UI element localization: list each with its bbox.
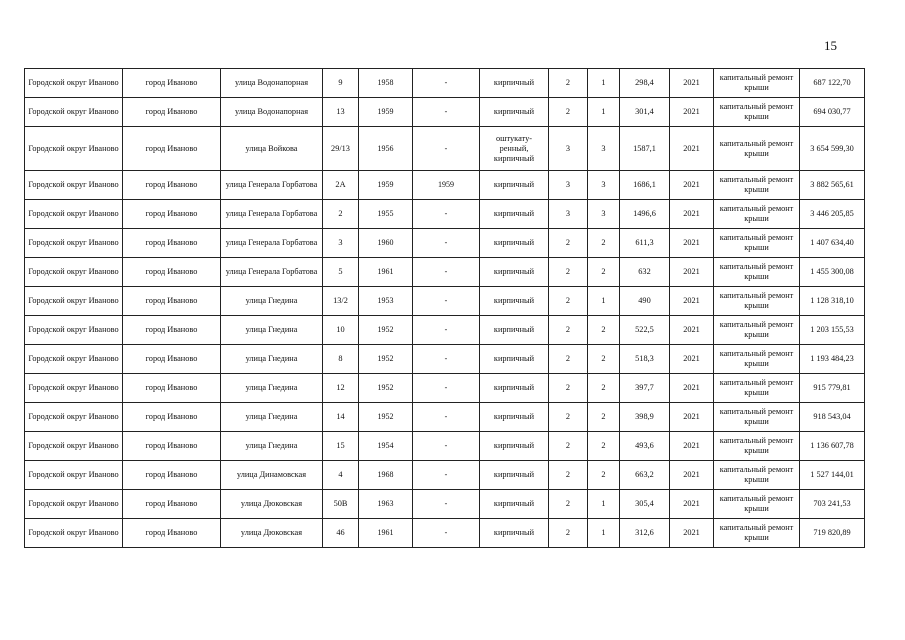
cell-build-year: 1961: [359, 519, 413, 548]
cell-wall-material: кирпичный: [480, 98, 549, 127]
cell-municipality: Городской округ Иваново: [25, 490, 123, 519]
cell-municipality: Городской округ Иваново: [25, 316, 123, 345]
cell-street: улица Генерала Горбатова: [221, 200, 323, 229]
cell-municipality: Городской округ Иваново: [25, 200, 123, 229]
table-row: [25, 229, 865, 258]
housing-registry-table: [24, 68, 865, 548]
cell-house-number: 9: [323, 69, 359, 98]
cell-area: 522,5: [620, 316, 670, 345]
cell-cost: 1 455 300,08: [800, 258, 865, 287]
cell-wall-material: оштукату-ренный, кирпичный: [480, 127, 549, 171]
table-row: [25, 316, 865, 345]
cell-cost: 3 654 599,30: [800, 127, 865, 171]
cell-repair-year: 2021: [670, 258, 714, 287]
cell-work-type: капитальный ремонт крыши: [714, 403, 800, 432]
cell-cost: 694 030,77: [800, 98, 865, 127]
cell-floors: 2: [549, 374, 588, 403]
cell-reconstruction-year: -: [413, 69, 480, 98]
cell-build-year: 1952: [359, 316, 413, 345]
cell-work-type: капитальный ремонт крыши: [714, 258, 800, 287]
cell-settlement: город Иваново: [123, 461, 221, 490]
cell-street: улица Дюковская: [221, 490, 323, 519]
cell-street: улица Гнедина: [221, 374, 323, 403]
cell-wall-material: кирпичный: [480, 287, 549, 316]
cell-settlement: город Иваново: [123, 345, 221, 374]
cell-cost: 703 241,53: [800, 490, 865, 519]
cell-street: улица Генерала Горбатова: [221, 229, 323, 258]
cell-street: улица Водонапорная: [221, 69, 323, 98]
cell-work-type: капитальный ремонт крыши: [714, 461, 800, 490]
cell-settlement: город Иваново: [123, 229, 221, 258]
table-row: [25, 403, 865, 432]
cell-repair-year: 2021: [670, 200, 714, 229]
cell-floors: 2: [549, 287, 588, 316]
cell-repair-year: 2021: [670, 403, 714, 432]
cell-reconstruction-year: -: [413, 98, 480, 127]
cell-street: улица Гнедина: [221, 432, 323, 461]
cell-build-year: 1953: [359, 287, 413, 316]
cell-work-type: капитальный ремонт крыши: [714, 287, 800, 316]
cell-street: улица Войкова: [221, 127, 323, 171]
cell-municipality: Городской округ Иваново: [25, 171, 123, 200]
page-number: 15: [824, 38, 837, 53]
cell-reconstruction-year: -: [413, 374, 480, 403]
cell-house-number: 2А: [323, 171, 359, 200]
cell-entrances: 2: [588, 461, 620, 490]
cell-build-year: 1959: [359, 98, 413, 127]
cell-house-number: 29/13: [323, 127, 359, 171]
cell-reconstruction-year: -: [413, 127, 480, 171]
cell-build-year: 1952: [359, 374, 413, 403]
cell-cost: 1 136 607,78: [800, 432, 865, 461]
cell-floors: 3: [549, 200, 588, 229]
cell-repair-year: 2021: [670, 287, 714, 316]
cell-repair-year: 2021: [670, 519, 714, 548]
table-row: [25, 345, 865, 374]
cell-house-number: 4: [323, 461, 359, 490]
cell-area: 1587,1: [620, 127, 670, 171]
cell-entrances: 3: [588, 200, 620, 229]
cell-entrances: 2: [588, 374, 620, 403]
cell-settlement: город Иваново: [123, 258, 221, 287]
cell-street: улица Динамовская: [221, 461, 323, 490]
cell-cost: 1 527 144,01: [800, 461, 865, 490]
cell-house-number: 3: [323, 229, 359, 258]
cell-work-type: капитальный ремонт крыши: [714, 98, 800, 127]
cell-reconstruction-year: -: [413, 200, 480, 229]
cell-cost: 915 779,81: [800, 374, 865, 403]
cell-repair-year: 2021: [670, 432, 714, 461]
cell-floors: 2: [549, 490, 588, 519]
cell-repair-year: 2021: [670, 345, 714, 374]
cell-work-type: капитальный ремонт крыши: [714, 345, 800, 374]
cell-wall-material: кирпичный: [480, 345, 549, 374]
cell-municipality: Городской округ Иваново: [25, 432, 123, 461]
table-row: [25, 374, 865, 403]
cell-street: улица Дюковская: [221, 519, 323, 548]
cell-reconstruction-year: -: [413, 287, 480, 316]
cell-area: 663,2: [620, 461, 670, 490]
cell-settlement: город Иваново: [123, 287, 221, 316]
cell-settlement: город Иваново: [123, 519, 221, 548]
cell-wall-material: кирпичный: [480, 229, 549, 258]
cell-build-year: 1963: [359, 490, 413, 519]
cell-settlement: город Иваново: [123, 127, 221, 171]
cell-repair-year: 2021: [670, 461, 714, 490]
cell-work-type: капитальный ремонт крыши: [714, 374, 800, 403]
cell-floors: 2: [549, 403, 588, 432]
table-row: [25, 432, 865, 461]
table-row: [25, 519, 865, 548]
cell-wall-material: кирпичный: [480, 171, 549, 200]
cell-house-number: 8: [323, 345, 359, 374]
cell-work-type: капитальный ремонт крыши: [714, 200, 800, 229]
cell-settlement: город Иваново: [123, 432, 221, 461]
cell-street: улица Гнедина: [221, 316, 323, 345]
cell-repair-year: 2021: [670, 98, 714, 127]
cell-wall-material: кирпичный: [480, 461, 549, 490]
cell-municipality: Городской округ Иваново: [25, 258, 123, 287]
cell-build-year: 1954: [359, 432, 413, 461]
cell-repair-year: 2021: [670, 374, 714, 403]
cell-build-year: 1960: [359, 229, 413, 258]
cell-house-number: 2: [323, 200, 359, 229]
cell-work-type: капитальный ремонт крыши: [714, 229, 800, 258]
table-row: [25, 461, 865, 490]
cell-reconstruction-year: -: [413, 345, 480, 374]
cell-municipality: Городской округ Иваново: [25, 229, 123, 258]
cell-build-year: 1958: [359, 69, 413, 98]
cell-cost: 1 407 634,40: [800, 229, 865, 258]
cell-cost: 918 543,04: [800, 403, 865, 432]
cell-municipality: Городской округ Иваново: [25, 519, 123, 548]
cell-reconstruction-year: -: [413, 519, 480, 548]
cell-house-number: 5: [323, 258, 359, 287]
table-body: [25, 69, 865, 548]
cell-work-type: капитальный ремонт крыши: [714, 127, 800, 171]
cell-area: 398,9: [620, 403, 670, 432]
cell-entrances: 2: [588, 345, 620, 374]
cell-reconstruction-year: -: [413, 490, 480, 519]
cell-wall-material: кирпичный: [480, 200, 549, 229]
cell-build-year: 1952: [359, 403, 413, 432]
cell-area: 518,3: [620, 345, 670, 374]
cell-repair-year: 2021: [670, 490, 714, 519]
cell-settlement: город Иваново: [123, 171, 221, 200]
cell-area: 305,4: [620, 490, 670, 519]
cell-area: 493,6: [620, 432, 670, 461]
cell-cost: 1 128 318,10: [800, 287, 865, 316]
cell-floors: 2: [549, 69, 588, 98]
cell-cost: 719 820,89: [800, 519, 865, 548]
cell-area: 397,7: [620, 374, 670, 403]
cell-house-number: 50В: [323, 490, 359, 519]
cell-house-number: 13/2: [323, 287, 359, 316]
cell-municipality: Городской округ Иваново: [25, 374, 123, 403]
cell-wall-material: кирпичный: [480, 69, 549, 98]
cell-floors: 3: [549, 171, 588, 200]
cell-municipality: Городской округ Иваново: [25, 287, 123, 316]
cell-street: улица Гнедина: [221, 287, 323, 316]
cell-entrances: 1: [588, 69, 620, 98]
cell-repair-year: 2021: [670, 171, 714, 200]
cell-area: 298,4: [620, 69, 670, 98]
cell-entrances: 1: [588, 490, 620, 519]
cell-street: улица Гнедина: [221, 403, 323, 432]
cell-floors: 2: [549, 461, 588, 490]
cell-build-year: 1955: [359, 200, 413, 229]
cell-house-number: 10: [323, 316, 359, 345]
cell-reconstruction-year: -: [413, 461, 480, 490]
cell-settlement: город Иваново: [123, 403, 221, 432]
cell-municipality: Городской округ Иваново: [25, 98, 123, 127]
cell-area: 490: [620, 287, 670, 316]
cell-floors: 2: [549, 98, 588, 127]
cell-area: 301,4: [620, 98, 670, 127]
cell-work-type: капитальный ремонт крыши: [714, 490, 800, 519]
cell-wall-material: кирпичный: [480, 316, 549, 345]
cell-work-type: капитальный ремонт крыши: [714, 432, 800, 461]
cell-floors: 2: [549, 258, 588, 287]
cell-work-type: капитальный ремонт крыши: [714, 171, 800, 200]
cell-street: улица Водонапорная: [221, 98, 323, 127]
cell-municipality: Городской округ Иваново: [25, 403, 123, 432]
cell-street: улица Гнедина: [221, 345, 323, 374]
cell-wall-material: кирпичный: [480, 258, 549, 287]
cell-build-year: 1952: [359, 345, 413, 374]
cell-cost: 687 122,70: [800, 69, 865, 98]
cell-cost: 3 882 565,61: [800, 171, 865, 200]
table-row: [25, 258, 865, 287]
cell-entrances: 3: [588, 171, 620, 200]
cell-repair-year: 2021: [670, 127, 714, 171]
table-row: [25, 287, 865, 316]
cell-municipality: Городской округ Иваново: [25, 345, 123, 374]
cell-municipality: Городской округ Иваново: [25, 127, 123, 171]
cell-entrances: 1: [588, 519, 620, 548]
cell-entrances: 2: [588, 316, 620, 345]
cell-reconstruction-year: -: [413, 229, 480, 258]
cell-house-number: 46: [323, 519, 359, 548]
cell-build-year: 1968: [359, 461, 413, 490]
cell-reconstruction-year: -: [413, 432, 480, 461]
cell-wall-material: кирпичный: [480, 374, 549, 403]
cell-reconstruction-year: -: [413, 258, 480, 287]
cell-area: 611,3: [620, 229, 670, 258]
table-row: [25, 171, 865, 200]
cell-area: 632: [620, 258, 670, 287]
cell-wall-material: кирпичный: [480, 519, 549, 548]
cell-house-number: 12: [323, 374, 359, 403]
cell-area: 1686,1: [620, 171, 670, 200]
cell-reconstruction-year: 1959: [413, 171, 480, 200]
cell-entrances: 2: [588, 403, 620, 432]
cell-floors: 2: [549, 229, 588, 258]
cell-cost: 3 446 205,85: [800, 200, 865, 229]
cell-area: 1496,6: [620, 200, 670, 229]
table-row: [25, 69, 865, 98]
cell-cost: 1 193 484,23: [800, 345, 865, 374]
cell-settlement: город Иваново: [123, 200, 221, 229]
cell-reconstruction-year: -: [413, 403, 480, 432]
cell-build-year: 1959: [359, 171, 413, 200]
cell-floors: 2: [549, 345, 588, 374]
cell-street: улица Генерала Горбатова: [221, 258, 323, 287]
cell-municipality: Городской округ Иваново: [25, 69, 123, 98]
cell-reconstruction-year: -: [413, 316, 480, 345]
cell-settlement: город Иваново: [123, 69, 221, 98]
cell-work-type: капитальный ремонт крыши: [714, 519, 800, 548]
cell-repair-year: 2021: [670, 229, 714, 258]
cell-floors: 2: [549, 519, 588, 548]
cell-municipality: Городской округ Иваново: [25, 461, 123, 490]
cell-floors: 3: [549, 127, 588, 171]
table-row: [25, 200, 865, 229]
table-row: [25, 490, 865, 519]
table-row: [25, 98, 865, 127]
cell-work-type: капитальный ремонт крыши: [714, 316, 800, 345]
cell-wall-material: кирпичный: [480, 432, 549, 461]
cell-work-type: капитальный ремонт крыши: [714, 69, 800, 98]
cell-settlement: город Иваново: [123, 98, 221, 127]
cell-build-year: 1956: [359, 127, 413, 171]
cell-settlement: город Иваново: [123, 316, 221, 345]
cell-entrances: 1: [588, 287, 620, 316]
cell-cost: 1 203 155,53: [800, 316, 865, 345]
cell-entrances: 3: [588, 127, 620, 171]
cell-house-number: 13: [323, 98, 359, 127]
cell-repair-year: 2021: [670, 316, 714, 345]
cell-wall-material: кирпичный: [480, 490, 549, 519]
cell-floors: 2: [549, 316, 588, 345]
cell-street: улица Генерала Горбатова: [221, 171, 323, 200]
cell-repair-year: 2021: [670, 69, 714, 98]
cell-floors: 2: [549, 432, 588, 461]
cell-settlement: город Иваново: [123, 374, 221, 403]
cell-house-number: 15: [323, 432, 359, 461]
cell-build-year: 1961: [359, 258, 413, 287]
cell-entrances: 2: [588, 258, 620, 287]
cell-entrances: 1: [588, 98, 620, 127]
table-row: [25, 127, 865, 171]
cell-entrances: 2: [588, 229, 620, 258]
cell-entrances: 2: [588, 432, 620, 461]
cell-house-number: 14: [323, 403, 359, 432]
cell-wall-material: кирпичный: [480, 403, 549, 432]
cell-settlement: город Иваново: [123, 490, 221, 519]
cell-area: 312,6: [620, 519, 670, 548]
